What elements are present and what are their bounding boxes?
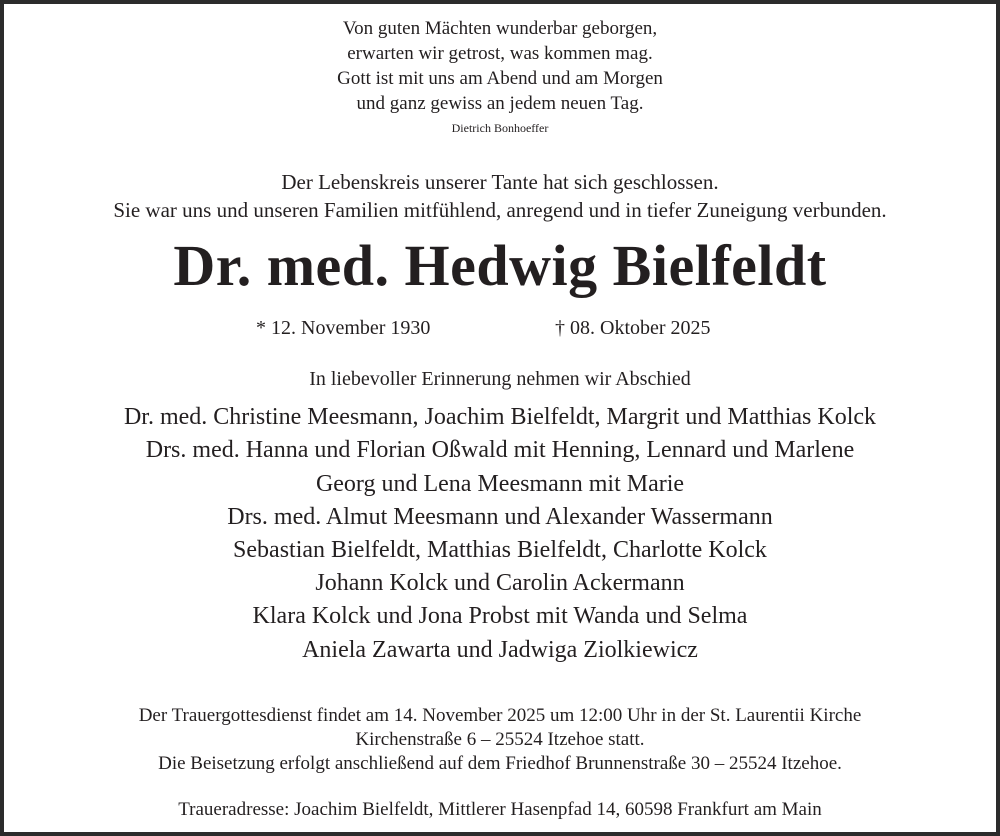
service-line: Die Beisetzung erfolgt anschließend auf dem Friedhof Brunnenstraße 30 – 25524 Itzehoe. [158,753,842,774]
service-line: Der Trauergottesdienst findet am 14. November 2025 um 12:00 Uhr in der St. Laurentii Kirche [138,705,862,726]
quote-line: Von guten Mächten wunderbar geborgen, [342,18,658,39]
mourner-line: Aniela Zawarta und Jadwiga Ziolkiewicz [302,637,698,663]
mourning-address: Traueradresse: Joachim Bielfeldt, Mittlerer Hasenpfad 14, 60598 Frankfurt am Main [178,799,822,820]
quote-line: Gott ist mit uns am Abend und am Morgen [337,68,663,89]
mourner-line: Drs. med. Hanna und Florian Oßwald mit Henning, Lennard und Marlene [145,437,855,463]
mourner-line: Johann Kolck und Carolin Ackermann [315,570,685,596]
mourner-line: Dr. med. Christine Meesmann, Joachim Bielfeldt, Margrit und Matthias Kolck [123,404,877,430]
quote-line: und ganz gewiss an jedem neuen Tag. [356,93,644,114]
birth-date: * 12. November 1930 [256,317,431,339]
death-date: † 08. Oktober 2025 [555,317,711,339]
service-line: Kirchenstraße 6 – 25524 Itzehoe statt. [355,729,645,750]
intro-line: Sie war uns und unseren Familien mitfühlend, anregend und in tiefer Zuneigung verbunden. [113,198,887,222]
quote-line: erwarten wir getrost, was kommen mag. [347,43,653,64]
farewell-line: In liebevoller Erinnerung nehmen wir Abschied [309,368,691,390]
mourner-line: Klara Kolck und Jona Probst mit Wanda und Selma [252,603,748,629]
mourner-line: Sebastian Bielfeldt, Matthias Bielfeldt, Charlotte Kolck [233,537,767,563]
mourner-line: Drs. med. Almut Meesmann und Alexander Wassermann [227,504,773,530]
quote-author: Dietrich Bonhoeffer [451,121,549,135]
mourner-line: Georg und Lena Meesmann mit Marie [315,471,685,497]
deceased-name: Dr. med. Hedwig Bielfeldt [173,233,827,298]
intro-line: Der Lebenskreis unserer Tante hat sich geschlossen. [281,170,719,194]
